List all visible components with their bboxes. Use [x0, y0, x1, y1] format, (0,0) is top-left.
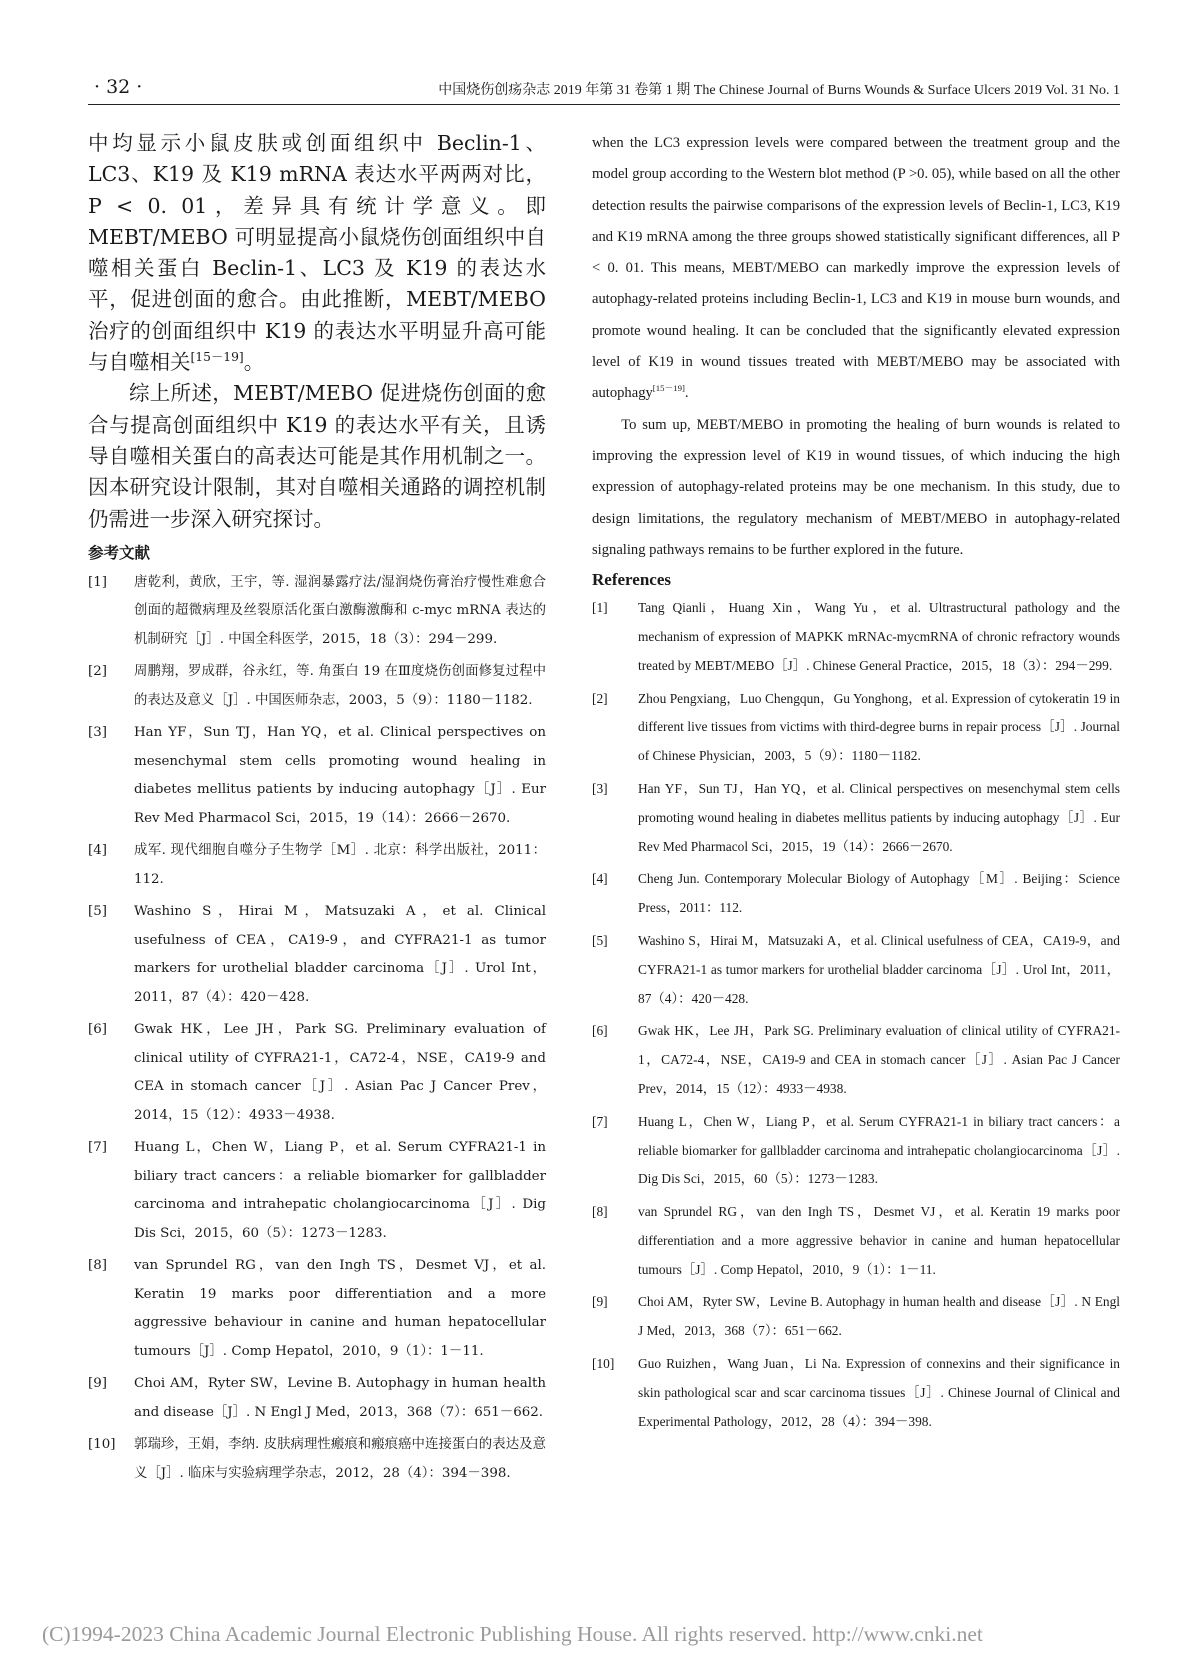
reference-item: [10] 郭瑞珍，王娟，李纳. 皮肤病理性瘢痕和瘢痕癌中连接蛋白的表达及意义［J］. 临床与实验病理学杂志，2012，28（4）：394－398. [88, 1437, 546, 1481]
copyright-footer: (C)1994-2023 China Academic Journal Electronic Publishing House. All rights reserved. http://www.cnki.net [42, 1622, 983, 1646]
reference-item: [5] Washino S，Hirai M，Matsuzaki A，et al. Clinical usefulness of CEA，CA19-9，and CYFRA21-1 as tumor markers for urothelial bladder carcinoma［J］. Urol Int，2011，87（4）：420－428. [88, 904, 546, 1005]
reference-item: [3] Han YF，Sun TJ，Han YQ，et al. Clinical perspectives on mesenchymal stem cells promoting wound healing in diabetes mellitus patients by inducing autophagy［J］. Eur Rev Med Pharmacol Sci，2015，19（14）：2666－2670. [592, 780, 1120, 854]
reference-item: [2] Zhou Pengxiang，Luo Chengqun，Gu Yonghong，et al. Expression of cytokeratin 19 in different live tissues from victims with third-degree burns in repair process［J］. Journal of Chinese Physician，2003，5（9）：1180－1182. [592, 690, 1120, 764]
reference-item: [4] 成军. 现代细胞自噬分子生物学［M］. 北京：科学出版社，2011：112. [88, 843, 546, 887]
right-column [592, 128, 1120, 1440]
page-number: · 32 · [94, 76, 143, 98]
body-paragraph-zh-2: 综上所述，MEBT/MEBO 促进烧伤创面的愈合与提高创面组织中 K19 的表达水平有关，且诱导自噬相关蛋白的高表达可能是其作用机制之一。因本研究设计限制，其对自噬相关通路的调控机制仍需进一步深入研究探讨。 [88, 381, 546, 531]
reference-item: [7] Huang L，Chen W，Liang P，et al. Serum CYFRA21-1 in biliary tract cancers：a reliable biomarker for gallbladder carcinoma and intrahepatic cholangiocarcinoma［J］. Dig Dis Sci，2015，60（5）：1273－1283. [88, 1140, 546, 1241]
reference-item: [9] Choi AM，Ryter SW，Levine B. Autophagy in human health and disease［J］. N Engl J Med，2013，368（7）：651－662. [592, 1294, 1120, 1339]
reference-list-en [592, 594, 1120, 1436]
reference-item: [7] Huang L，Chen W，Liang P，et al. Serum CYFRA21-1 in biliary tract cancers：a reliable biomarker for gallbladder carcinoma and intrahepatic cholangiocarcinoma［J］. Dig Dis Sci，2015，60（5）：1273－1283. [592, 1113, 1120, 1187]
citation: [15－19] [652, 383, 685, 394]
reference-item: [3] Han YF，Sun TJ，Han YQ，et al. Clinical perspectives on mesenchymal stem cells promoting wound healing in diabetes mellitus patients by inducing autophagy［J］. Eur Rev Med Pharmacol Sci，2015，19（14）：2666－2670. [88, 725, 546, 826]
citation: [15－19] [190, 350, 244, 365]
reference-item: [2] 周鹏翔，罗成群，谷永红，等. 角蛋白 19 在Ⅲ度烧伤创面修复过程中的表达及意义［J］. 中国医师杂志，2003，5（9）：1180－1182. [88, 664, 546, 708]
reference-item: [6] Gwak HK，Lee JH，Park SG. Preliminary evaluation of clinical utility of CYFRA21-1，CA72-4，NSE，CA19-9 and CEA in stomach cancer［J］. Asian Pac J Cancer Prev，2014，15（12）：4933－4938. [88, 1022, 546, 1123]
references-title-en: References [592, 570, 671, 590]
references-title-zh: 参考文献 [88, 543, 151, 562]
body-paragraph-en-2: To sum up, MEBT/MEBO in promoting the healing of burn wounds is related to improving the expression level of K19 in wound tissues, of which inducing the high expression of autophagy-related proteins may be one mechanism. In this study, due to design limitations, the regulatory mechanism of MEBT/MEBO in autophagy-related signaling pathways remains to be further explored in the future. [592, 416, 1120, 558]
running-head: 中国烧伤创疡杂志 2019 年第 31 卷第 1 期 The Chinese Journal of Burns Wounds & Surface Ulcers 2019 Vol. 31 No. 1 [438, 83, 1120, 98]
page-header [88, 74, 1120, 105]
reference-item: [4] Cheng Jun. Contemporary Molecular Biology of Autophagy［M］. Beijing：Science Press，2011：112. [592, 871, 1120, 916]
reference-item: [8] van Sprundel RG，van den Ingh TS，Desmet VJ，et al. Keratin 19 marks poor differentiation and a more aggressive behavior in canine and human hepatocellular tumours［J］. Comp Hepatol，2010，9（1）：1－11. [592, 1204, 1120, 1277]
reference-item: [8] van Sprundel RG，van den Ingh TS，Desmet VJ，et al. Keratin 19 marks poor differentiation and a more aggressive behaviour in canine and human hepatocellular tumours［J］. Comp Hepatol，2010，9（1）：1－11. [88, 1258, 546, 1359]
reference-list-zh [88, 569, 546, 1489]
left-column [88, 128, 546, 1492]
reference-item: [10] Guo Ruizhen，Wang Juan，Li Na. Expression of connexins and their significance in skin pathological scar and scar carcinoma tissues［J］. Chinese Journal of Clinical and Experimental Pathology，2012，28（4）：394－398. [592, 1356, 1120, 1429]
body-paragraph-zh-1: 中均显示小鼠皮肤或创面组织中 Beclin-1、LC3、K19 及 K19 mRNA 表达水平两两对比，P < 0. 01，差异具有统计学意义。即 MEBT/MEBO 可明显提高小鼠烧伤创面组织中自噬相关蛋白 Beclin-1、LC3 及 K19 的表达水平，促进创面的愈合。由此推断，MEBT/MEBO 治疗的创面组织中 K19 的表达水平明显升高可能与自噬相关[15－19]。 [88, 131, 546, 375]
reference-item: [9] Choi AM，Ryter SW，Levine B. Autophagy in human health and disease［J］. N Engl J Med，2013，368（7）：651－662. [88, 1376, 546, 1420]
reference-item: [5] Washino S，Hirai M，Matsuzaki A，et al. Clinical usefulness of CEA，CA19-9，and CYFRA21-1 as tumor markers for urothelial bladder carcinoma［J］. Urol Int，2011，87（4）：420－428. [592, 932, 1120, 1006]
body-paragraph-en-1: when the LC3 expression levels were compared between the treatment group and the model group according to the Western blot method (P >0. 05), while based on all the other detection results the pairwise comparisons of the expression levels of Beclin-1, LC3, K19 and K19 mRNA among the three groups showed statistically significant differences, all P < 0. 01. This means, MEBT/MEBO can markedly improve the expression levels of autophagy-related proteins including Beclin-1, LC3 and K19 in mouse burn wounds, and promote wound healing. It can be concluded that the significantly elevated expression level of K19 in wound tissues treated with MEBT/MEBO may be associated with autophagy[15－19]. [592, 135, 1120, 402]
reference-item: [6] Gwak HK，Lee JH，Park SG. Preliminary evaluation of clinical utility of CYFRA21-1，CA72-4，NSE，CA19-9 and CEA in stomach cancer［J］. Asian Pac J Cancer Prev，2014，15（12）：4933－4938. [592, 1023, 1120, 1096]
reference-item: [1] Tang Qianli，Huang Xin，Wang Yu，et al. Ultrastructural pathology and the mechanism of expression of MAPKK mRNAc-mycmRNA of chronic refractory wounds treated by MEBT/MEBO［J］. Chinese General Practice，2015，18（3）：294－299. [592, 600, 1120, 673]
reference-item: [1] 唐乾利，黄欣，王宇，等. 湿润暴露疗法/湿润烧伤膏治疗慢性难愈合创面的超微病理及丝裂原活化蛋白激酶激酶和 c-myc mRNA 表达的机制研究［J］. 中国全科医学，2015，18（3）：294－299. [88, 574, 546, 647]
